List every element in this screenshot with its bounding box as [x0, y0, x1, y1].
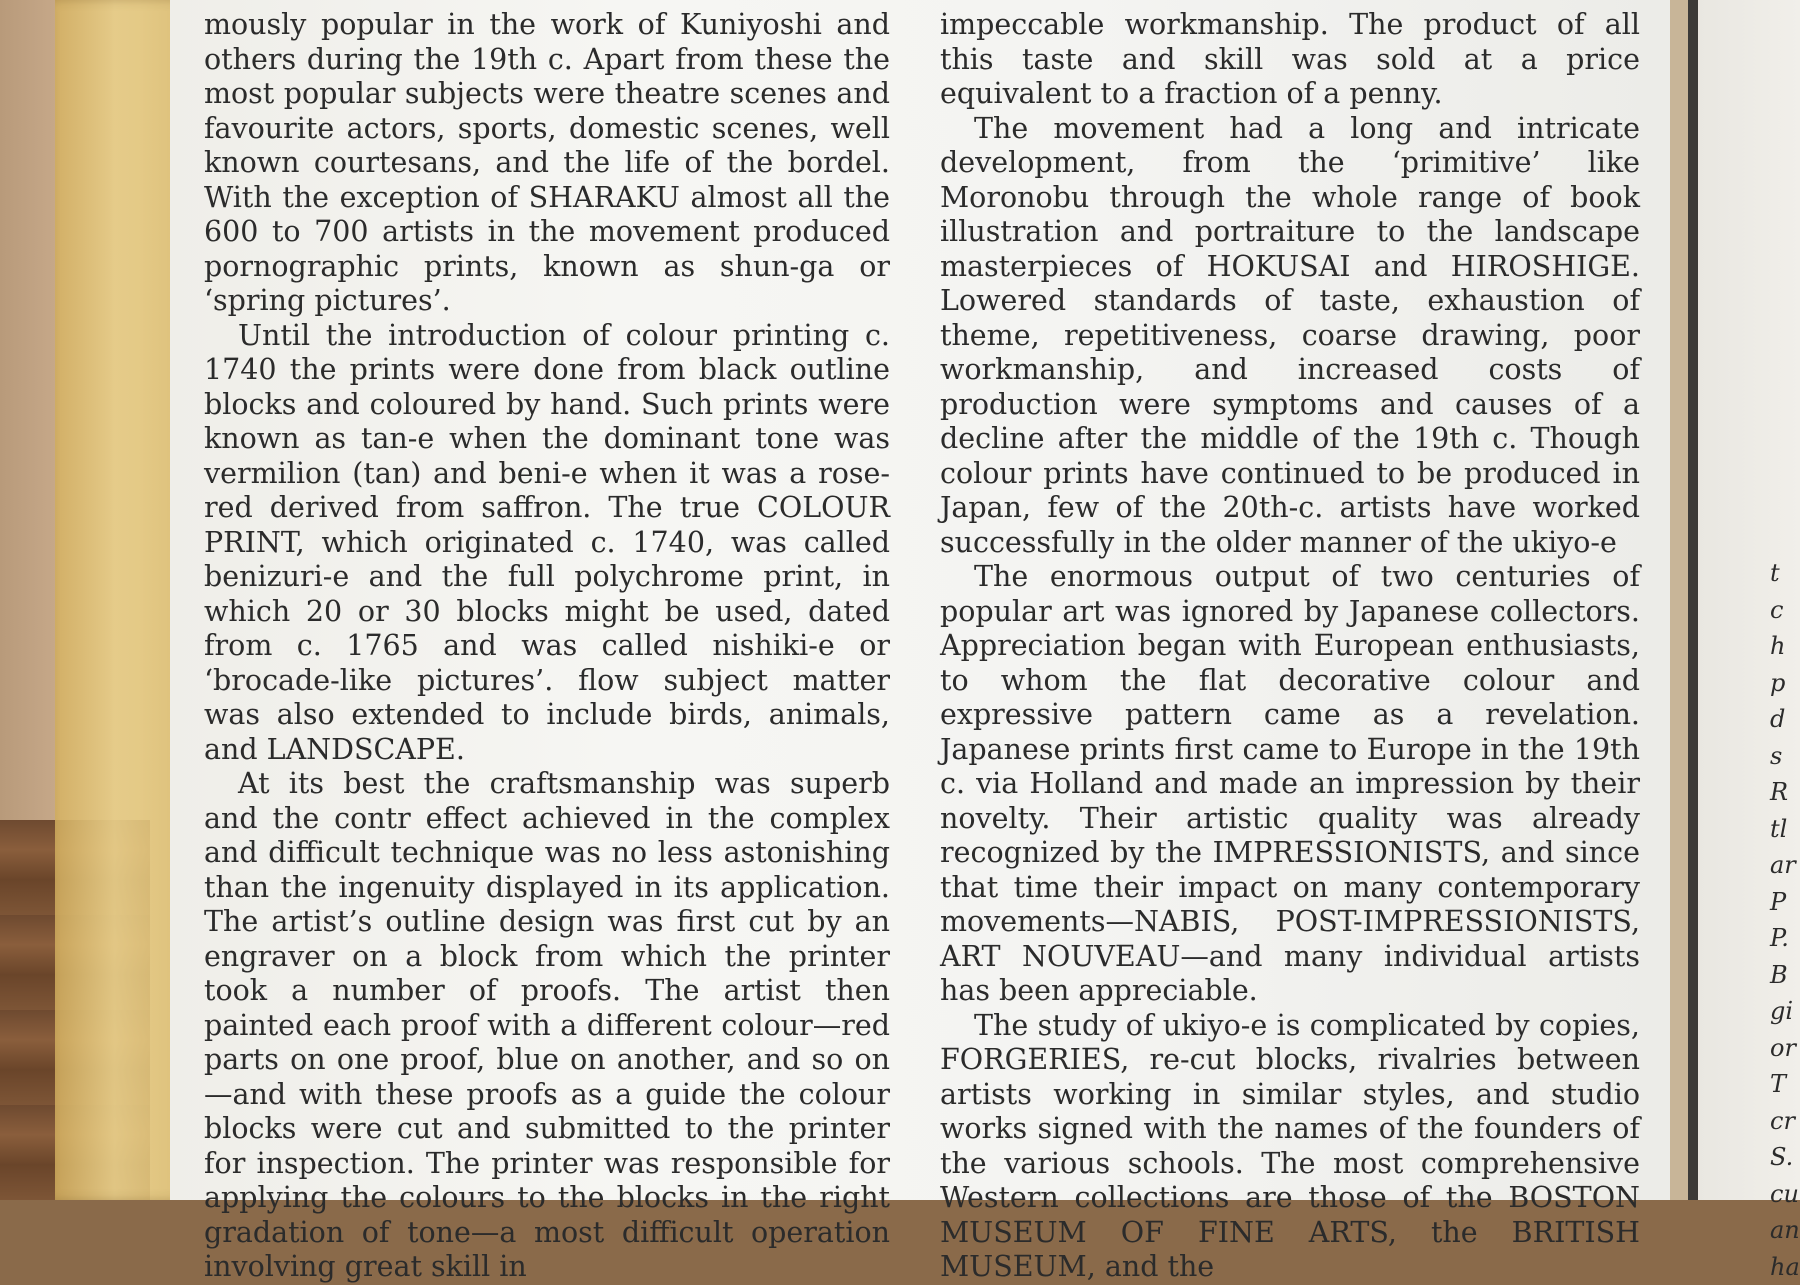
- margin-fragment: s: [1770, 738, 1800, 775]
- margin-fragment: R: [1770, 774, 1800, 811]
- right-paragraph-4: The study of ukiyo-e is complicated by copies, FORGERIES, re-cut blocks, rivalries between artists working in similar styles, and studio works signed with the names of the founders of the various schools. The most comprehensive Western collections are those of the BOSTON MUSEUM OF FINE ARTS, the BRITISH MUSEUM, and the: [940, 1009, 1640, 1285]
- margin-fragment: ar: [1770, 847, 1800, 884]
- left-paragraph-3: At its best the craftsmanship was superb and the contr effect achieved in the complex and difficult technique was no less astonishing than the ingenuity displayed in its application. The artist’s outline design was first cut by an engraver on a block from which the printer took a number of proofs. The artist then painted each proof with a different colour—red parts on one proof, blue on another, and so on—and with these proofs as a guide the colour blocks were cut and submitted to the printer for inspection. The printer was responsible for applying the colours to the blocks in the right gradation of tone—a most difficult operation involving great skill in: [204, 767, 890, 1285]
- margin-fragment: ha: [1770, 1249, 1800, 1285]
- margin-fragment: P.: [1770, 920, 1800, 957]
- margin-fragment: cr: [1770, 1103, 1800, 1140]
- margin-fragment: B: [1770, 957, 1800, 994]
- margin-fragment: or: [1770, 1030, 1800, 1067]
- margin-fragment: an: [1770, 1212, 1800, 1249]
- margin-fragment: P: [1770, 884, 1800, 921]
- margin-fragment: c: [1770, 592, 1800, 629]
- left-text-column: [204, 8, 890, 1285]
- left-paragraph-1: mously popular in the work of Kuniyoshi and others during the 19th c. Apart from these the most popular subjects were theatre scenes and favourite actors, sports, domestic scenes, well known courtesans, and the life of the bordel. With the exception of SHARAKU almost all the 600 to 700 artists in the movement produced pornographic prints, known as shun-ga or ‘spring pictures’.: [204, 8, 890, 319]
- margin-fragment: tl: [1770, 811, 1800, 848]
- margin-fragment: T: [1770, 1066, 1800, 1103]
- margin-fragment: S.: [1770, 1139, 1800, 1176]
- column-divider-rule: [1688, 0, 1698, 1200]
- adjacent-page-fragments: [1770, 555, 1800, 1285]
- right-paragraph-3: The enormous output of two centuries of popular art was ignored by Japanese collectors. Appreciation began with European enthusiasts, to whom the flat decorative colour and expressive pattern came as a revelation. Japanese prints first came to Europe in the 19th c. via Holland and made an impression by their novelty. Their artistic quality was already recognized by the IMPRESSIONISTS, and since that time their impact on many contemporary movements—NABIS, POST-IMPRESSIONISTS, ART NOUVEAU—and many individual artists has been appreciable.: [940, 560, 1640, 1009]
- margin-fragment: d: [1770, 701, 1800, 738]
- margin-fragment: h: [1770, 628, 1800, 665]
- left-paragraph-2: Until the introduction of colour printing c. 1740 the prints were done from black outline blocks and coloured by hand. Such prints were known as tan-e when the dominant tone was vermilion (tan) and beni-e when it was a rose-red derived from saffron. The true COLOUR PRINT, which originated c. 1740, was called benizuri-e and the full polychrome print, in which 20 or 30 blocks might be used, dated from c. 1765 and was called nishiki-e or ‘brocade-like pictures’. flow subject matter was also extended to include birds, animals, and LANDSCAPE.: [204, 319, 890, 768]
- right-paragraph-2: The movement had a long and intricate development, from the ‘primitive’ like Moronobu through the whole range of book illustration and portraiture to the landscape masterpieces of HOKUSAI and HIROSHIGE. Lowered standards of taste, exhaustion of theme, repetitiveness, coarse drawing, poor workmanship, and increased costs of production were symptoms and causes of a decline after the middle of the 19th c. Though colour prints have continued to be produced in Japan, few of the 20th-c. artists have worked successfully in the older manner of the ukiyo-e: [940, 112, 1640, 561]
- margin-fragment: p: [1770, 665, 1800, 702]
- margin-fragment: t: [1770, 555, 1800, 592]
- margin-fragment: cu: [1770, 1176, 1800, 1213]
- margin-fragment: gi: [1770, 993, 1800, 1030]
- right-text-column: [940, 8, 1640, 1285]
- right-paragraph-1: impeccable workmanship. The product of all this taste and skill was sold at a price equivalent to a fraction of a penny.: [940, 8, 1640, 112]
